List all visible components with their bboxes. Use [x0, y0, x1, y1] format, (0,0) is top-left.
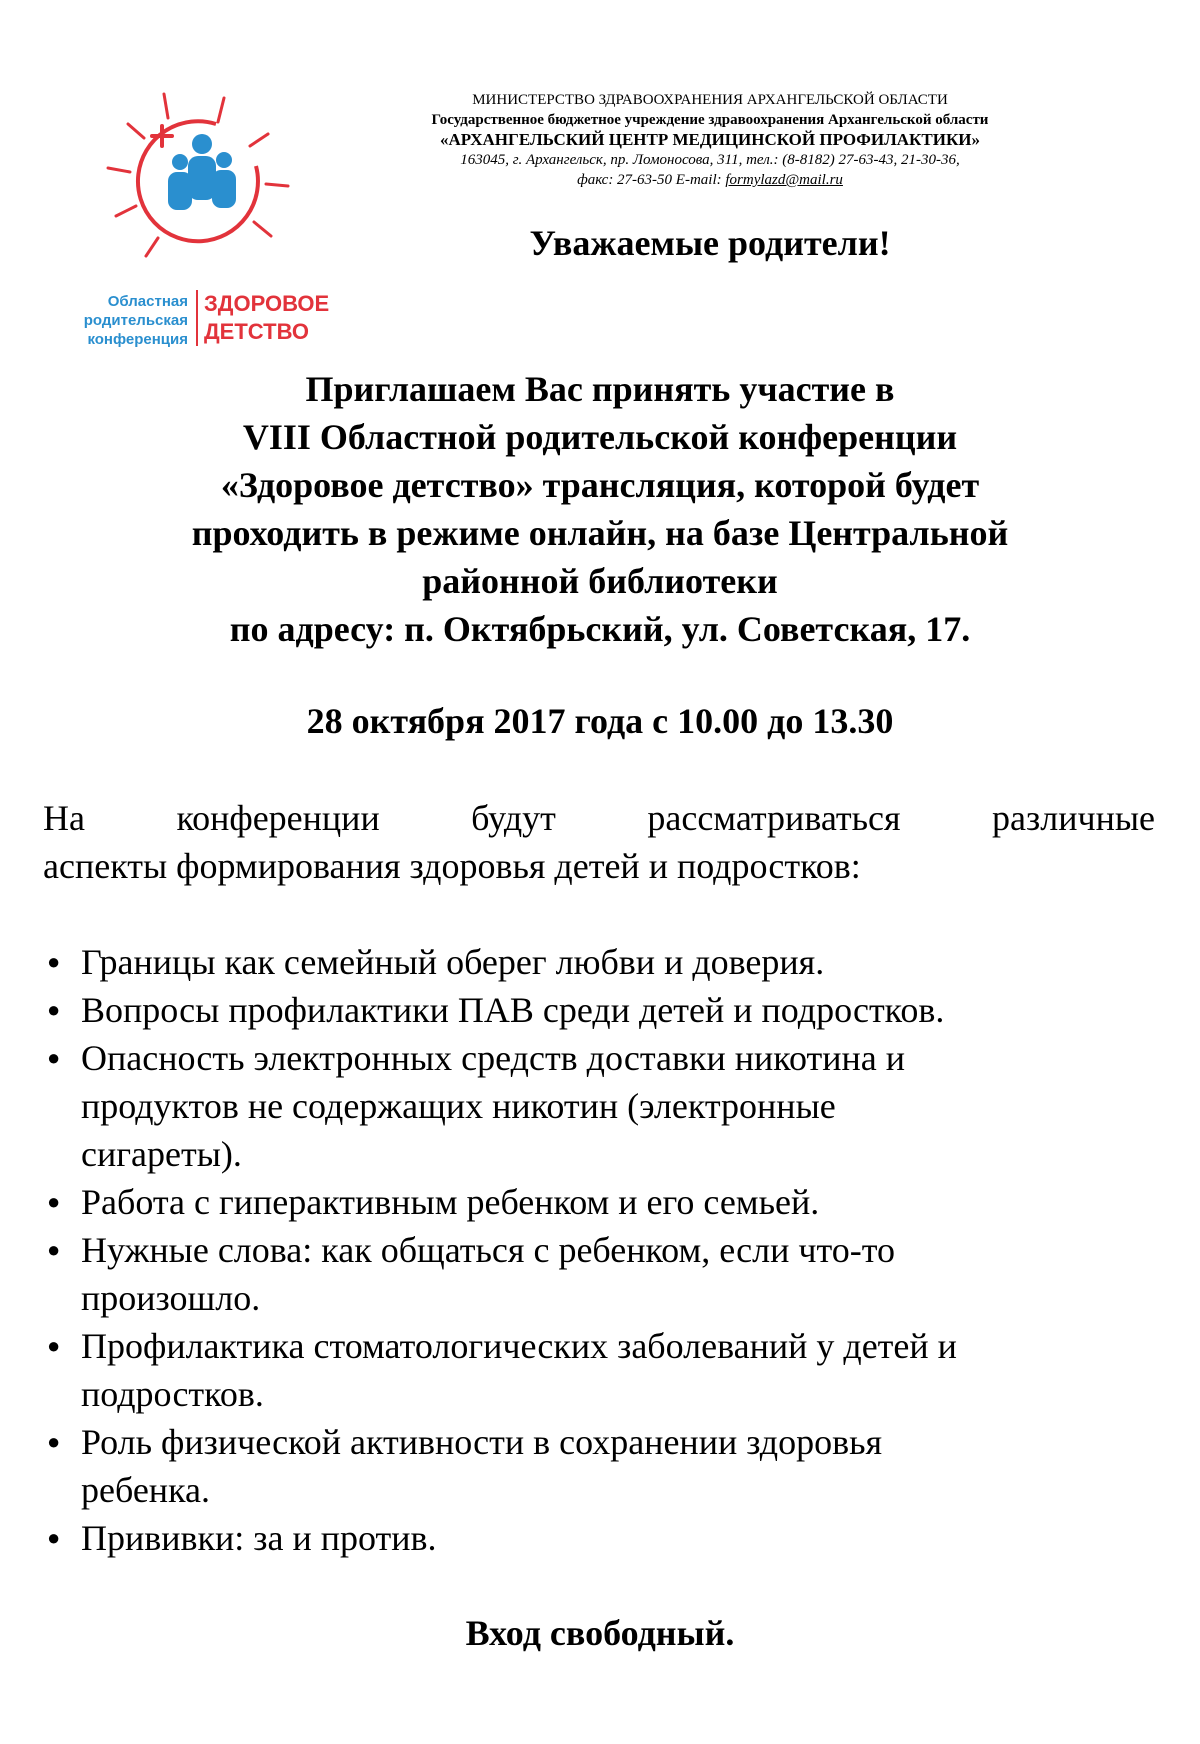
email-link[interactable]: formylazd@mail.ru: [725, 172, 843, 188]
topic-item: ● Границы как семейный оберег любви и доверия.: [43, 938, 1163, 986]
letterhead: [340, 90, 1080, 190]
center-name: «АРХАНГЕЛЬСКИЙ ЦЕНТР МЕДИЦИНСКОЙ ПРОФИЛАКТИКИ»: [440, 130, 980, 149]
invitation-text: Приглашаем Вас принять участие в VIII Областной родительской конференции «Здоровое детство» трансляция, которой будет проходить в режиме онлайн, на базе Центральной районной библиотеки по адресу: п. Октябрьский, ул. Советская, 17.: [191, 369, 1009, 649]
ministry-name: МИНИСТЕРСТВО ЗДРАВООХРАНЕНИЯ АРХАНГЕЛЬСКОЙ ОБЛАСТИ: [472, 92, 948, 108]
bullet-icon: ●: [47, 1333, 61, 1358]
bullet-icon: ●: [47, 949, 61, 974]
greeting-heading: Уважаемые родители!: [529, 223, 891, 263]
address-line: 163045, г. Архангельск, пр. Ломоносова, 311, тел.: (8-8182) 27-63-43, 21-30-36,: [460, 152, 960, 168]
topic-item: ● Вопросы профилактики ПАВ среди детей и подростков.: [43, 986, 1163, 1034]
intro-paragraph: На конференции будут рассматриваться различные аспекты формирования здоровья детей и подростков:: [43, 798, 1155, 886]
topic-item: ● Опасность электронных средств доставки никотина и продуктов не содержащих никотин (электронные сигареты).: [43, 1034, 1163, 1178]
bullet-icon: ●: [47, 1237, 61, 1262]
fax-email-line: факс: 27-63-50 E-mail: formylazd@mail.ru: [577, 172, 843, 188]
logo-text: [66, 286, 366, 346]
logo-divider: [196, 290, 198, 346]
sun-family-icon: [106, 86, 296, 286]
bullet-icon: ●: [47, 1045, 61, 1070]
topic-item: ● Роль физической активности в сохранении здоровья ребенка.: [43, 1418, 1163, 1514]
event-date: 28 октября 2017 года с 10.00 до 13.30: [306, 701, 894, 741]
free-entry-note: Вход свободный.: [465, 1613, 735, 1653]
bullet-icon: ●: [47, 1189, 61, 1214]
conference-logo: [66, 86, 366, 356]
bullet-icon: ●: [47, 997, 61, 1022]
topics-list: [43, 938, 1163, 1562]
bullet-icon: ●: [47, 1429, 61, 1454]
bullet-icon: ●: [47, 1525, 61, 1550]
logo-subtitle: Областная родительская конференция: [83, 293, 188, 348]
topic-item: ● Работа с гиперактивным ребенком и его семьей.: [43, 1178, 1163, 1226]
topic-item: ● Прививки: за и против.: [43, 1514, 1163, 1562]
topic-item: ● Нужные слова: как общаться с ребенком, если что-то произошло.: [43, 1226, 1163, 1322]
logo-title: ЗДОРОВОЕ ДЕТСТВО: [204, 291, 330, 344]
topic-item: ● Профилактика стоматологических заболеваний у детей и подростков.: [43, 1322, 1163, 1418]
institution-name: Государственное бюджетное учреждение здравоохранения Архангельской области: [431, 112, 989, 128]
